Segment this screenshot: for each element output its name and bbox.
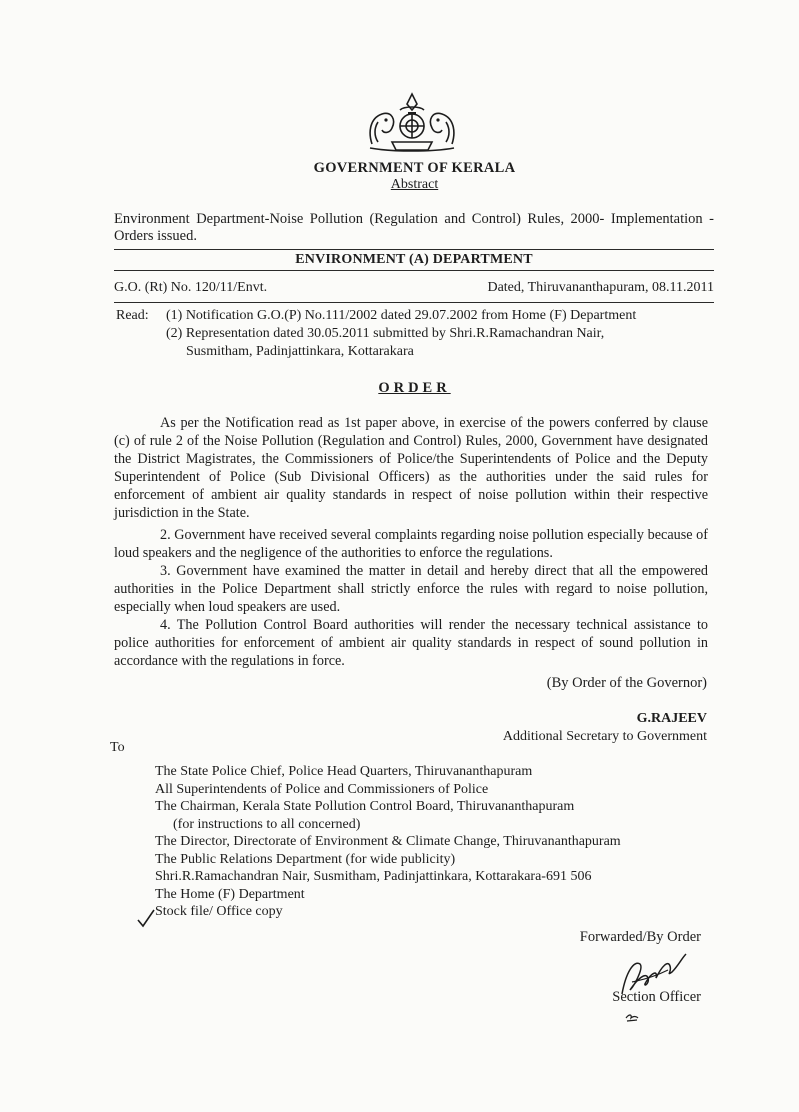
- read-item-1: (1) Notification G.O.(P) No.111/2002 dated 29.07.2002 from Home (F) Department: [166, 308, 637, 323]
- go-number: G.O. (Rt) No. 120/11/Envt.: [114, 280, 268, 295]
- read-item-2: (2) Representation dated 30.05.2011 submitted by Shri.R.Ramachandran Nair,: [166, 326, 605, 341]
- order-title-text: ORDER: [378, 380, 451, 396]
- order-paragraph-3: 3. Government have examined the matter in detail and hereby direct that all the empowered authorities in the Police Department shall strictly enforce the rules with regard to noise pollution, especially when loud speakers are used.: [114, 563, 708, 615]
- order-paragraph-4: 4. The Pollution Control Board authorities will render the necessary technical assistance to police authorities for enforcement of ambient air quality standards in respect of sound pollution in accordance with the regulations in force.: [114, 617, 708, 669]
- divider-line: [114, 270, 714, 271]
- department-heading: ENVIRONMENT (A) DEPARTMENT: [295, 252, 533, 267]
- kerala-emblem-icon: [362, 92, 462, 154]
- order-title: [0, 380, 799, 397]
- recipient-item: The Chairman, Kerala State Pollution Control Board, Thiruvananthapuram: [155, 799, 575, 814]
- recipient-item: All Superintendents of Police and Commissioners of Police: [155, 781, 489, 797]
- order-paragraph-2: 2. Government have received several complaints regarding noise pollution especially because of loud speakers and the negligence of the authorities to enforce the regulations.: [114, 527, 708, 561]
- recipient-item: (for instructions to all concerned): [173, 816, 361, 832]
- checkmark-icon: [136, 908, 156, 928]
- recipient-item: Shri.R.Ramachandran Nair, Susmitham, Padinjattinkara, Kottarakara-691 506: [155, 869, 592, 884]
- signatory-name: G.RAJEEV: [636, 711, 707, 726]
- order-paragraph-1: As per the Notification read as 1st paper above, in exercise of the powers conferred by clause (c) of rule 2 of the Noise Pollution (Regulation and Control) Rules, 2000, Government have designated the District Magistrates, the Commissioners of Police/the Superintendents of Police and the Deputy Superintendent of Police (Sub Divisional Officers) as the authorities under the said rules for enforcement of ambient air quality standards in respect of noise pollution within their respective jurisdiction in the State.: [114, 415, 708, 521]
- subject-text: Environment Department-Noise Pollution (Regulation and Control) Rules, 2000- Implementation - Orders issued.: [114, 211, 714, 244]
- divider-line: [114, 249, 714, 250]
- recipient-item: The Director, Directorate of Environment & Climate Change, Thiruvananthapuram: [155, 834, 621, 849]
- go-date: Dated, Thiruvananthapuram, 08.11.2011: [487, 280, 714, 295]
- signatory-designation: Additional Secretary to Government: [502, 729, 707, 744]
- recipient-item: The State Police Chief, Police Head Quarters, Thiruvananthapuram: [155, 764, 533, 779]
- recipient-item: Stock file/ Office copy: [155, 904, 283, 919]
- initial-mark-icon: [624, 1010, 640, 1022]
- forwarded-by-order: Forwarded/By Order: [579, 929, 701, 945]
- abstract-heading: Abstract: [390, 177, 439, 192]
- section-officer-label: Section Officer: [612, 989, 701, 1005]
- to-label: To: [110, 740, 125, 755]
- read-label: Read:: [116, 308, 149, 323]
- by-order-line: (By Order of the Governor): [546, 675, 707, 691]
- recipient-item: The Public Relations Department (for wide publicity): [155, 851, 456, 867]
- recipient-item: The Home (F) Department: [155, 886, 305, 902]
- read-item-2-continued: Susmitham, Padinjattinkara, Kottarakara: [186, 344, 414, 359]
- recipient-list: [155, 763, 621, 921]
- divider-line: [114, 302, 714, 303]
- government-heading: GOVERNMENT OF KERALA: [313, 160, 516, 176]
